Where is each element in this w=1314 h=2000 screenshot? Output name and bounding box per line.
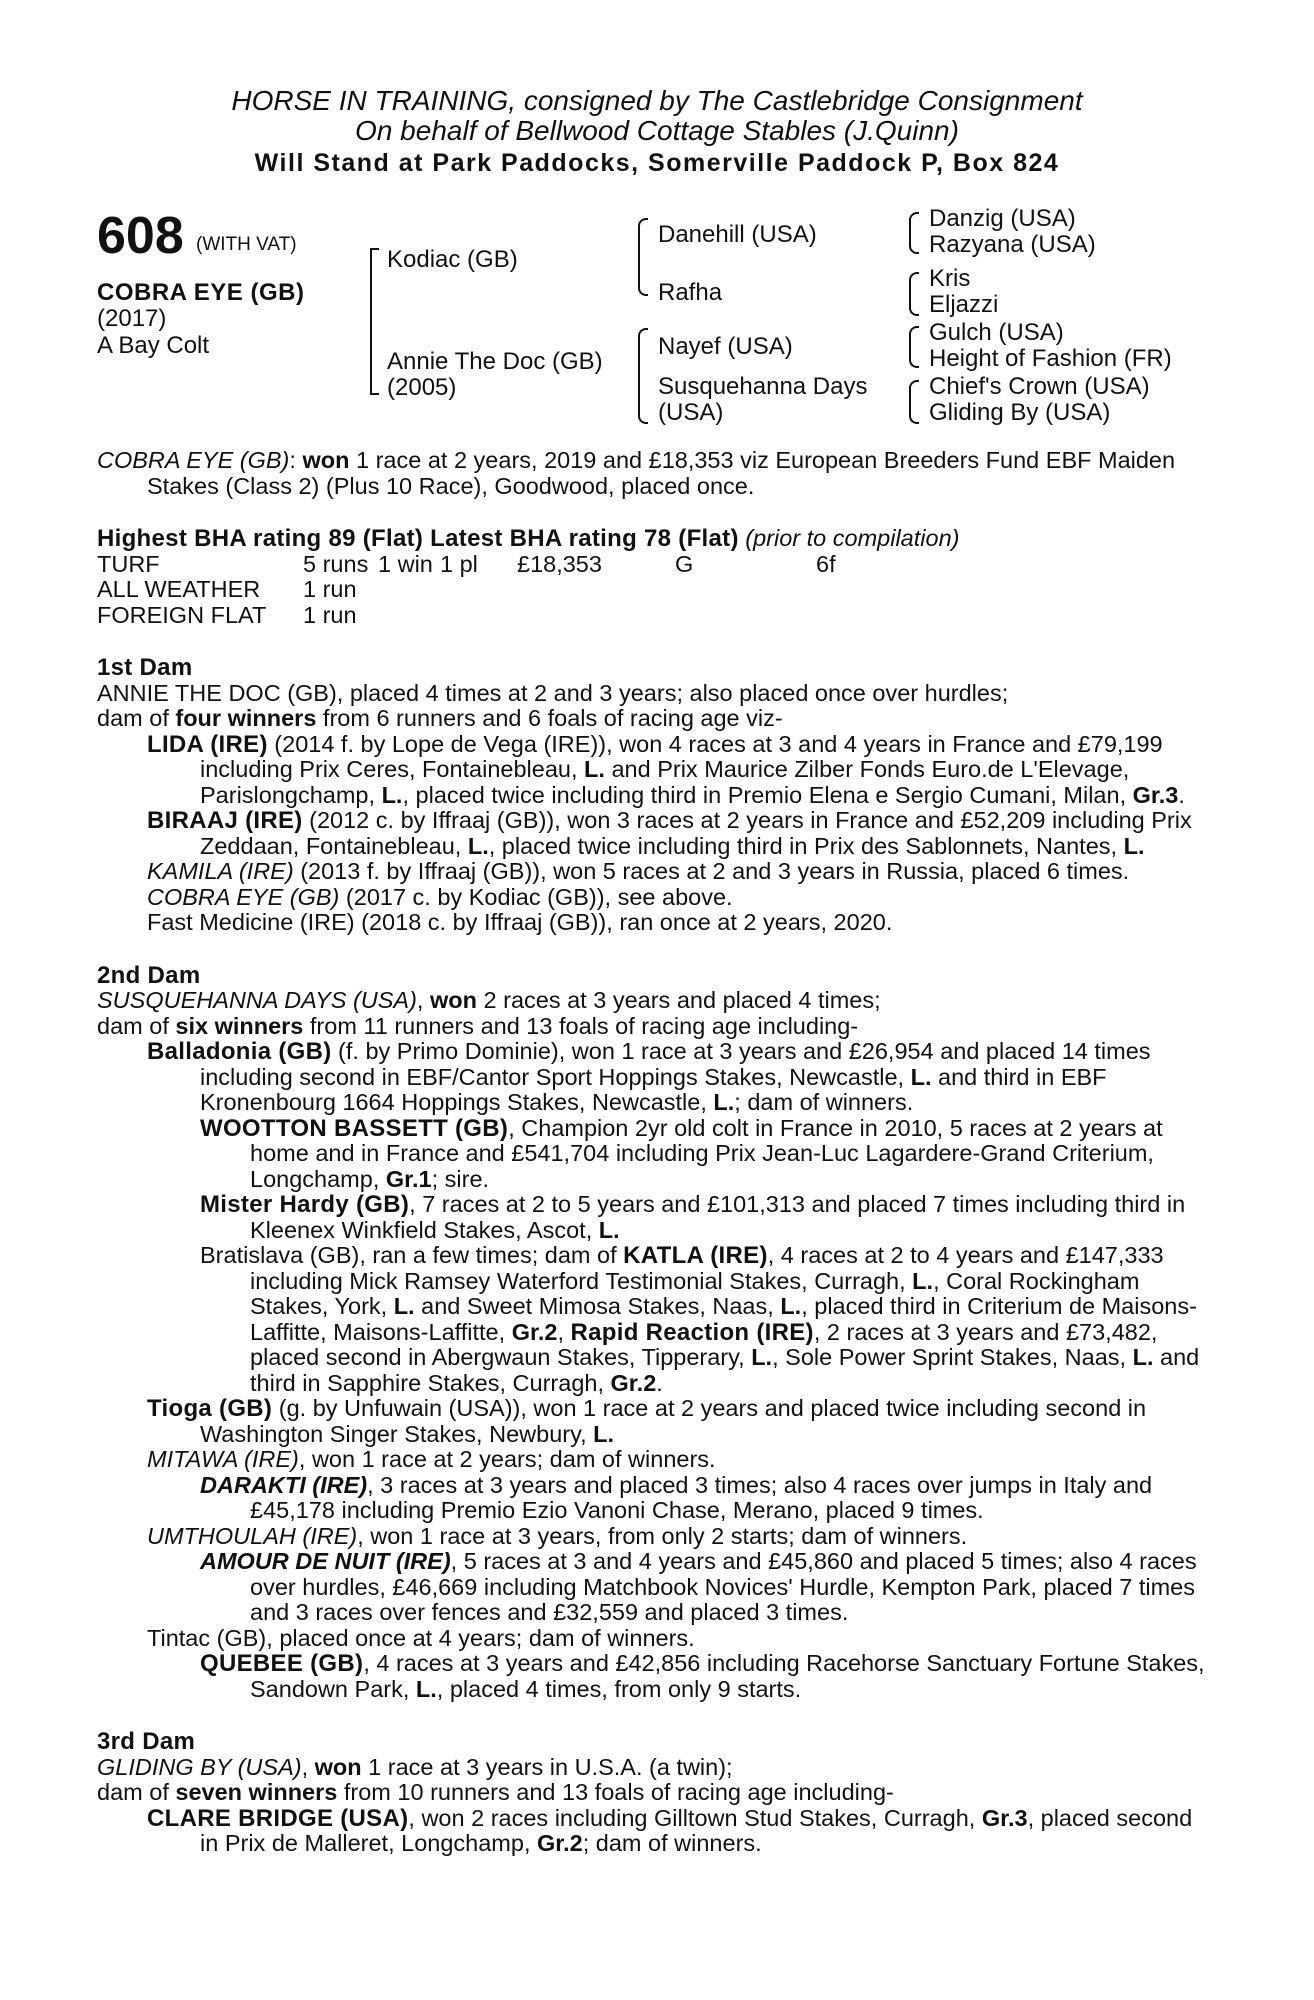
pedigree-bracket-sire-dam: [370, 248, 379, 395]
horse-name: COBRA EYE (GB): [97, 279, 305, 306]
pedigree-dss: Gulch (USA): [929, 319, 1064, 346]
produce-tioga: Tioga (GB) (g. by Unfuwain (USA)), won 1 race at 2 years and placed twice including second in Washington Singer Stakes, Newbury, L.: [147, 1395, 1147, 1447]
foaling-year: (2017): [97, 305, 167, 332]
pedigree-dam-dam: Susquehanna Days: [658, 373, 868, 400]
catalogue-body: [97, 448, 1209, 1857]
race-record-foreign-flat: FOREIGN FLAT 1 run: [97, 601, 357, 628]
produce-fast-medicine: Fast Medicine (IRE) (2018 c. by Iffraaj (GB)), ran once at 2 years, 2020.: [147, 909, 893, 935]
vat-note: (WITH VAT): [196, 234, 297, 255]
pedigree-ssd: Razyana (USA): [929, 231, 1096, 258]
produce-tintac: Tintac (GB), placed once at 4 years; dam of winners.: [147, 1624, 695, 1651]
pedigree-sire-sire: Danehill (USA): [658, 221, 817, 248]
pedigree-sdd: Eljazzi: [929, 291, 999, 318]
produce-mitawa: MITAWA (IRE), won 1 race at 2 years; dam of winners.: [147, 1446, 716, 1472]
produce-clare-bridge: CLARE BRIDGE (USA), won 2 races including Gilltown Stud Stakes, Curragh, Gr.3, placed second in Prix de Malleret, Longchamp, Gr.2; dam of winners.: [147, 1804, 1193, 1856]
produce-wootton-bassett: WOOTTON BASSETT (GB), Champion 2yr old colt in France in 2010, 5 races at 2 years at home and in France and £541,704 including Prix Jean-Luc Lagardere-Grand Criterium, Longchamp, Gr.1; sire.: [200, 1114, 1163, 1192]
pedigree-sds: Kris: [929, 265, 971, 292]
race-record-all-weather: ALL WEATHER 1 run: [97, 576, 357, 602]
second-dam-line: SUSQUEHANNA DAYS (USA), won 2 races at 3 years and placed 4 times;: [97, 987, 881, 1013]
pedigree-sire-dam: Rafha: [658, 279, 723, 306]
lot-number: 608: [97, 207, 184, 265]
summary-paragraph: COBRA EYE (GB): won 1 race at 2 years, 2019 and £18,353 viz European Breeders Fund EBF Maiden Stakes (Class 2) (Plus 10 Race), Goodwood, placed once.: [97, 447, 1176, 499]
pedigree-dam-sire: Nayef (USA): [658, 333, 793, 360]
produce-bratislava: Bratislava (GB), ran a few times; dam of KATLA (IRE), 4 races at 2 to 4 years and £147,333 including Mick Ramsey Waterford Testimonial Stakes, Curragh, L., Coral Rockingham Stakes, York, L. and Sweet Mimosa Stakes, Naas, L., placed third in Criterium de Maisons-Laffitte, Maisons-Laffitte, Gr.2, Rapid Reaction (IRE), 2 races at 3 years and £73,482, placed second in Abergwaun Stakes, Tipperary, L., Sole Power Sprint Stakes, Naas, L. and third in Sapphire Stakes, Curragh, Gr.2.: [200, 1242, 1200, 1396]
consignor-line: HORSE IN TRAINING, consigned by The Castlebridge Consignment: [231, 85, 1083, 116]
first-dam-heading: 1st Dam: [97, 654, 193, 681]
second-dam-heading: 2nd Dam: [97, 961, 201, 989]
produce-darakti: DARAKTI (IRE), 3 races at 3 years and placed 3 times; also 4 races over jumps in Italy and £45,178 including Premio Ezio Vanoni Chase, Merano, placed 9 times.: [200, 1471, 1153, 1523]
rating-line: Highest BHA rating 89 (Flat) Latest BHA rating 78 (Flat) (prior to compilation): [97, 525, 960, 552]
produce-quebee: QUEBEE (GB), 4 races at 3 years and £42,856 including Racehorse Sanctuary Fortune Stakes, Sandown Park, L., placed 4 times, from only 9 starts.: [200, 1650, 1205, 1702]
produce-lida: LIDA (IRE) (2014 f. by Lope de Vega (IRE)), won 4 races at 3 and 4 years in France and £79,199 including Prix Ceres, Fontainebleau, L. and Prix Maurice Zilber Fonds Euro.de L'Elevage, Parislongchamp, L., placed twice including third in Premio Elena e Sergio Cumani, Milan, Gr.3.: [147, 730, 1185, 808]
produce-mister-hardy: Mister Hardy (GB), 7 races at 2 to 5 years and £101,313 and placed 7 times including third in Kleenex Winkfield Stakes, Ascot, L.: [200, 1191, 1186, 1243]
first-dam-line: ANNIE THE DOC (GB), placed 4 times at 2 and 3 years; also placed once over hurdles;: [97, 679, 1009, 706]
second-dam-produce-line: dam of six winners from 11 runners and 13 foals of racing age including-: [97, 1012, 859, 1039]
pedigree-dam: Annie The Doc (GB): [387, 348, 603, 375]
pedigree-bracket-ss: [909, 212, 919, 254]
produce-biraaj: BIRAAJ (IRE) (2012 c. by Iffraaj (GB)), won 3 races at 2 years in France and £52,209 including Prix Zeddaan, Fontainebleau, L., placed twice including third in Prix des Sablonnets, Nantes, L.: [147, 807, 1192, 859]
first-dam-produce-line: dam of four winners from 6 runners and 6 foals of racing age viz-: [97, 705, 783, 731]
race-record-turf: TURF 5 runs 1 win 1 pl £18,353 G 6f: [97, 550, 836, 577]
location-line: Will Stand at Park Paddocks, Somerville Paddock P, Box 824: [254, 149, 1060, 177]
pedigree-dsd: Height of Fashion (FR): [929, 345, 1172, 372]
horse-description: A Bay Colt: [97, 332, 210, 359]
third-dam-produce-line: dam of seven winners from 10 runners and 13 foals of racing age including-: [97, 1779, 894, 1805]
pedigree-bracket-sire: [638, 218, 648, 296]
pedigree-bracket-ds: [909, 326, 919, 368]
third-dam-heading: 3rd Dam: [97, 1728, 196, 1755]
bracket-cap: [370, 248, 377, 255]
pedigree-dam-year: (2005): [387, 374, 457, 401]
pedigree-bracket-sd: [909, 272, 919, 316]
pedigree-bracket-dd: [909, 380, 919, 424]
produce-cobra-eye: COBRA EYE (GB) (2017 c. by Kodiac (GB)), see above.: [147, 883, 733, 910]
on-behalf-line: On behalf of Bellwood Cottage Stables (J.Quinn): [355, 115, 959, 146]
third-dam-line: GLIDING BY (USA), won 1 race at 3 years in U.S.A. (a twin);: [97, 1753, 733, 1780]
produce-kamila: KAMILA (IRE) (2013 f. by Iffraaj (GB)), won 5 races at 2 and 3 years in Russia, placed 6 times.: [147, 858, 1130, 884]
pedigree-sss: Danzig (USA): [929, 205, 1076, 232]
produce-umthoulah: UMTHOULAH (IRE), won 1 race at 3 years, from only 2 starts; dam of winners.: [147, 1522, 968, 1549]
pedigree-ddd: Gliding By (USA): [929, 399, 1111, 426]
produce-amour-de-nuit: AMOUR DE NUIT (IRE), 5 races at 3 and 4 years and £45,860 and placed 5 times; also 4 races over hurdles, £46,669 including Matchbook Novices' Hurdle, Kempton Park, placed 7 times and 3 races over fences and £32,559 and placed 3 times.: [200, 1548, 1197, 1625]
pedigree-dam-dam-country: (USA): [658, 399, 724, 426]
produce-balladonia: Balladonia (GB) (f. by Primo Dominie), won 1 race at 3 years and £26,954 and placed 14 times including second in EBF/Cantor Sport Hoppings Stakes, Newcastle, L. and third in EBF Kronenbourg 1664 Hoppings Stakes, Newcastle, L.; dam of winners.: [147, 1038, 1151, 1115]
pedigree-dds: Chief's Crown (USA): [929, 373, 1150, 400]
pedigree-bracket-dam: [638, 328, 648, 424]
pedigree-sire: Kodiac (GB): [387, 246, 518, 273]
